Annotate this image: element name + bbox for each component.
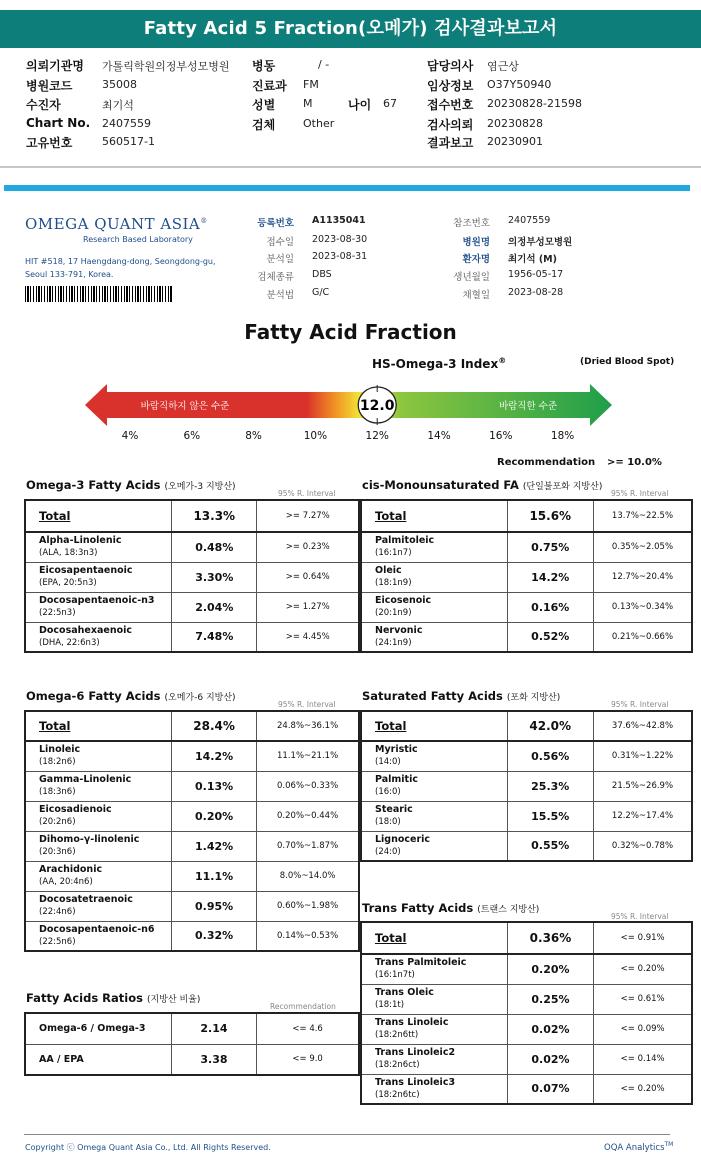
reference-range: >= 0.64% [257, 562, 359, 592]
table-row [361, 532, 692, 562]
header-value: 염근상 [487, 60, 519, 73]
logo-subtitle: Research Based Laboratory [83, 235, 193, 244]
reference-range: <= 0.09% [594, 1014, 692, 1044]
section-title-ratios [26, 991, 200, 1005]
total-row [25, 500, 359, 532]
recommendation-label: Recommendation [497, 457, 596, 468]
section-title-korean: (트랜스 지방산) [477, 905, 540, 915]
row-notation: (16:1n7) [375, 548, 412, 559]
reference-range: 0.32%~0.78% [593, 831, 692, 861]
fatty-acid-name [361, 711, 507, 741]
info-label: 등록번호 [257, 218, 294, 229]
section-title-korean: (단일불포화 지방산) [522, 482, 603, 492]
row-notation: (18:1n9) [375, 578, 412, 588]
info-value: DBS [312, 269, 332, 280]
fatty-acid-name [361, 622, 507, 652]
header-label: 결과보고 [427, 136, 474, 150]
fatty-acid-name [25, 1013, 171, 1044]
result-value: 0.52% [507, 622, 593, 652]
info-label: 환자명 [462, 254, 490, 265]
reference-range: <= 0.61% [594, 984, 692, 1014]
table-row [25, 831, 359, 861]
info-label: 생년월일 [453, 272, 490, 283]
fatty-acid-name [361, 500, 507, 532]
header-label: 담당의사 [427, 59, 474, 73]
row-notation: (20:2n6) [39, 817, 76, 827]
row-notation: (DHA, 22:6n3) [39, 637, 100, 648]
section-title-text: Omega-3 Fatty Acids [26, 478, 161, 492]
reference-range: 12.2%~17.4% [593, 801, 692, 831]
fatty-acid-name [361, 1074, 507, 1104]
fatty-acid-name [361, 831, 507, 861]
row-notation: (18:2n6tt) [375, 1030, 419, 1040]
table-saturated [360, 710, 693, 862]
section-title-text: Omega-6 Fatty Acids [26, 689, 161, 703]
row-notation: (20:1n9) [375, 608, 412, 618]
reference-interval-label: 95% R. Interval [611, 700, 669, 709]
table-row [25, 861, 359, 891]
main-title: Fatty Acid Fraction [244, 320, 457, 344]
header-value: 20230828-21598 [487, 97, 582, 110]
table-row [25, 1044, 359, 1075]
result-value: 0.02% [507, 1044, 594, 1074]
header-value: / - [318, 58, 330, 71]
header-value: 20230828 [487, 117, 543, 130]
section-title-korean: (지방산 비율) [147, 995, 201, 1005]
fatty-acid-name [25, 861, 171, 891]
row-notation: (ALA, 18:3n3) [39, 548, 98, 559]
divider [0, 166, 701, 168]
lab-logo [25, 215, 208, 244]
total-row [361, 500, 692, 532]
fatty-acid-name [25, 562, 172, 592]
header-label-age: 나이 [348, 98, 372, 112]
blue-divider [4, 185, 690, 191]
result-value: 14.2% [507, 562, 593, 592]
table-omega6 [24, 710, 360, 952]
result-value: 0.55% [507, 831, 593, 861]
result-value: 0.07% [507, 1074, 594, 1104]
table-row [361, 771, 692, 801]
header-label: 접수번호 [427, 98, 474, 112]
info-label: 검체종류 [257, 272, 294, 283]
row-notation: (AA, 20:4n6) [39, 877, 93, 887]
result-value: 0.75% [507, 532, 593, 562]
result-value: 0.56% [507, 741, 593, 771]
info-label: 접수일 [266, 237, 294, 248]
table-row [361, 1044, 692, 1074]
header-label: 검체 [252, 118, 276, 132]
section-title-korean: (오메가-6 지방산) [164, 693, 236, 703]
header-value: 2407559 [102, 117, 151, 130]
fatty-acid-name [361, 532, 507, 562]
row-name: Eicosapentaenoic [39, 565, 133, 576]
table-ratios [24, 1012, 360, 1076]
row-notation: (24:1n9) [375, 637, 412, 648]
section-title-trans [362, 901, 539, 915]
table-row [25, 1013, 359, 1044]
row-name: Myristic [375, 744, 418, 756]
header-label: 임상정보 [427, 79, 474, 93]
gauge-tick-label: 10% [303, 430, 328, 442]
result-value: 15.5% [507, 801, 593, 831]
result-value: 13.3% [172, 500, 257, 532]
reference-interval-label: 95% R. Interval [611, 489, 669, 498]
header-label: Chart No. [26, 116, 91, 130]
row-name: Trans Oleic [375, 987, 434, 998]
row-name: Total [39, 508, 71, 523]
reference-interval-label: 95% R. Interval [278, 489, 336, 498]
header-value: 35008 [102, 78, 137, 91]
omega3-index-gauge [85, 382, 615, 428]
row-notation: (14:0) [375, 757, 401, 768]
table-row [25, 622, 359, 652]
reference-range: >= 4.45% [257, 622, 359, 652]
fatty-acid-name [25, 801, 171, 831]
row-notation: (18:2n6tc) [375, 1089, 420, 1100]
row-name: Docosahexaenoic [39, 624, 133, 636]
row-notation: (16:1n7t) [375, 970, 415, 981]
info-label: 분석법 [266, 290, 294, 301]
table-mufa [360, 499, 693, 653]
section-title-omega6 [26, 689, 236, 703]
section-title-text: cis-Monounsaturated FA [362, 478, 519, 492]
logo-text: OMEGA QUANT ASIA® [25, 215, 208, 233]
row-name: Eicosenoic [375, 595, 432, 606]
fatty-acid-name [361, 562, 507, 592]
reference-range: 12.7%~20.4% [593, 562, 692, 592]
table-row [361, 1014, 692, 1044]
info-value: 2407559 [508, 215, 551, 226]
header-value: Other [303, 117, 335, 130]
info-value: 2023-08-30 [312, 234, 368, 245]
total-row [25, 711, 359, 741]
row-name: Eicosadienoic [39, 804, 112, 815]
table-row [361, 741, 692, 771]
total-row [361, 922, 692, 954]
footer-divider [24, 1134, 670, 1135]
reference-range: <= 0.20% [594, 1074, 692, 1104]
footer-brand: OQA Analytics™ [604, 1141, 674, 1153]
result-value: 0.48% [172, 532, 257, 562]
row-name: Arachidonic [39, 864, 103, 875]
report-title: Fatty Acid 5 Fraction(오메가) 검사결과보고서 [0, 10, 701, 48]
reference-interval-label: 95% R. Interval [278, 700, 336, 709]
row-name: Trans Linoleic2 [375, 1047, 456, 1058]
row-name: Oleic [375, 565, 402, 576]
result-value: 0.13% [171, 771, 256, 801]
row-notation: (20:3n6) [39, 847, 76, 857]
header-value: 최기석 [102, 99, 134, 112]
section-title-mufa [362, 478, 602, 492]
row-name: Linoleic [39, 744, 81, 756]
fatty-acid-name [361, 954, 507, 984]
table-row [361, 954, 692, 984]
info-label: 채혈일 [462, 290, 490, 301]
fatty-acid-name [361, 1044, 507, 1074]
header-label: 성별 [252, 98, 276, 112]
row-name: Nervonic [375, 624, 423, 636]
result-value: 42.0% [507, 711, 593, 741]
row-name: Total [375, 508, 407, 523]
row-name: Docosatetraenoic [39, 894, 133, 905]
header-label: 진료과 [252, 79, 287, 93]
fatty-acid-name [25, 771, 171, 801]
result-value: 0.36% [507, 922, 594, 954]
header-value: 560517-1 [102, 135, 155, 148]
row-name: Total [39, 718, 71, 733]
section-title-korean: (오메가-3 지방산) [164, 482, 236, 492]
row-notation: (18:2n6ct) [375, 1060, 420, 1070]
reference-range: <= 0.14% [594, 1044, 692, 1074]
section-title-text: Saturated Fatty Acids [362, 689, 503, 703]
reference-range: >= 7.27% [257, 500, 359, 532]
fatty-acid-name [25, 921, 171, 951]
result-value: 0.95% [171, 891, 256, 921]
section-title-saturated [362, 689, 560, 703]
total-row [361, 711, 692, 741]
reference-range: 0.13%~0.34% [593, 592, 692, 622]
header-label: 검사의뢰 [427, 118, 474, 132]
reference-range: 0.21%~0.66% [593, 622, 692, 652]
table-row [361, 831, 692, 861]
row-name: Omega-6 / Omega-3 [39, 1023, 146, 1035]
row-name: Palmitoleic [375, 535, 435, 547]
fatty-acid-name [25, 831, 171, 861]
barcode [25, 286, 173, 302]
reference-range: 11.1%~21.1% [257, 741, 359, 771]
result-value: 0.02% [507, 1014, 594, 1044]
section-title-text: Trans Fatty Acids [362, 901, 474, 915]
row-name: AA / EPA [39, 1053, 84, 1065]
reference-range: 8.0%~14.0% [257, 861, 359, 891]
row-name: Stearic [375, 804, 413, 815]
fatty-acid-name [361, 741, 507, 771]
table-row [25, 562, 359, 592]
result-value: 2.14 [171, 1013, 257, 1044]
row-name: Total [375, 930, 407, 945]
row-notation: (EPA, 20:5n3) [39, 578, 97, 588]
info-value: A1135041 [312, 215, 366, 226]
section-title-korean: (포화 지방산) [506, 693, 561, 703]
table-row [361, 592, 692, 622]
row-notation: (22:5n3) [39, 608, 76, 618]
header-label: 병원코드 [26, 79, 73, 93]
row-name: Trans Palmitoleic [375, 957, 467, 969]
reference-range: 0.31%~1.22% [593, 741, 692, 771]
info-label: 병원명 [462, 237, 490, 248]
result-value: 0.16% [507, 592, 593, 622]
result-value: 15.6% [507, 500, 593, 532]
row-notation: (18:1t) [375, 1000, 405, 1010]
section-title-omega3 [26, 478, 236, 492]
header-value: FM [303, 78, 319, 91]
table-row [25, 771, 359, 801]
result-value: 0.20% [171, 801, 256, 831]
reference-interval-label: 95% R. Interval [611, 912, 669, 921]
gauge-tick-label: 18% [550, 430, 575, 442]
row-name: Gamma-Linolenic [39, 774, 132, 785]
fatty-acid-name [25, 622, 172, 652]
fatty-acid-name [25, 592, 172, 622]
reference-range: 0.20%~0.44% [257, 801, 359, 831]
specimen-note: (Dried Blood Spot) [580, 357, 675, 367]
gauge-tick-label: 8% [245, 430, 262, 442]
table-row [361, 801, 692, 831]
reference-range: <= 4.6 [257, 1013, 359, 1044]
info-value: 의정부성모병원 [508, 237, 573, 248]
reference-range: <= 9.0 [257, 1044, 359, 1075]
gauge-right-label: 바람직한 수준 [498, 401, 558, 412]
info-value: 최기석 (M) [508, 254, 557, 265]
gauge-tick-label: 12% [365, 430, 389, 442]
header-label: 의뢰기관명 [26, 59, 84, 73]
gauge-tick-label: 16% [489, 430, 513, 442]
reference-range: >= 1.27% [257, 592, 359, 622]
table-row [361, 562, 692, 592]
gauge-left-label: 바람직하지 않은 수준 [140, 401, 230, 412]
reference-range: 0.06%~0.33% [257, 771, 359, 801]
table-row [361, 1074, 692, 1104]
result-value: 2.04% [172, 592, 257, 622]
reference-range: 0.60%~1.98% [257, 891, 359, 921]
table-omega3 [24, 499, 360, 653]
index-title: HS-Omega-3 Index® [372, 356, 507, 371]
fatty-acid-name [25, 711, 171, 741]
row-name: Palmitic [375, 774, 418, 785]
gauge-tick-label: 14% [427, 430, 451, 442]
result-value: 1.42% [171, 831, 256, 861]
row-name: Dihomo-γ-linolenic [39, 834, 140, 845]
info-value: 2023-08-28 [508, 287, 564, 298]
fatty-acid-name [25, 532, 172, 562]
row-notation: (18:2n6) [39, 757, 76, 768]
table-trans [360, 921, 693, 1105]
info-value: 1956-05-17 [508, 269, 564, 280]
info-label: 참조번호 [453, 218, 490, 229]
row-notation: (18:3n6) [39, 787, 76, 797]
result-value: 0.20% [507, 954, 594, 984]
header-value: O37Y50940 [487, 78, 552, 91]
fatty-acid-name [361, 922, 507, 954]
row-notation: (16:0) [375, 787, 401, 797]
header-label: 고유번호 [26, 136, 73, 150]
table-row [25, 921, 359, 951]
header-label: 수진자 [26, 98, 61, 112]
info-value: 2023-08-31 [312, 251, 368, 262]
gauge-value: 12.0 [359, 398, 395, 414]
fatty-acid-name [25, 500, 172, 532]
result-value: 0.25% [507, 984, 594, 1014]
fatty-acid-name [361, 1014, 507, 1044]
fatty-acid-name [361, 771, 507, 801]
table-row [25, 741, 359, 771]
header-value: M [303, 97, 313, 110]
row-name: Trans Linoleic3 [375, 1076, 456, 1088]
reference-range: <= 0.91% [594, 922, 692, 954]
header-value-age: 67 [383, 97, 397, 110]
reference-range: 0.70%~1.87% [257, 831, 359, 861]
reference-range: 13.7%~22.5% [593, 500, 692, 532]
result-value: 25.3% [507, 771, 593, 801]
row-notation: (24:0) [375, 846, 401, 857]
header-value: 가톨릭학원의정부성모병원 [102, 60, 230, 73]
result-value: 14.2% [171, 741, 256, 771]
header-value: 20230901 [487, 135, 543, 148]
header-label: 병동 [252, 59, 276, 73]
fatty-acid-name [361, 592, 507, 622]
gauge-tick-label: 4% [121, 430, 139, 442]
reference-range: >= 0.23% [257, 532, 359, 562]
lab-address: HIT #518, 17 Haengdang-dong, Seongdong-gu, Seoul 133-791, Korea. [25, 257, 216, 279]
reference-range: 21.5%~26.9% [593, 771, 692, 801]
gauge-tick-label: 6% [183, 430, 201, 442]
row-name: Alpha-Linolenic [39, 535, 122, 547]
table-row [25, 592, 359, 622]
row-notation: (22:5n6) [39, 936, 76, 947]
row-name: Docosapentaenoic-n3 [39, 595, 155, 606]
fatty-acid-name [361, 801, 507, 831]
result-value: 28.4% [171, 711, 256, 741]
table-row [25, 532, 359, 562]
row-name: Lignoceric [375, 833, 431, 845]
table-row [25, 891, 359, 921]
row-notation: (18:0) [375, 817, 401, 827]
table-row [361, 984, 692, 1014]
row-notation: (22:4n6) [39, 907, 76, 917]
reference-range: 37.6%~42.8% [593, 711, 692, 741]
row-name: Docosapentaenoic-n6 [39, 923, 155, 935]
reference-range: 24.8%~36.1% [257, 711, 359, 741]
result-value: 3.30% [172, 562, 257, 592]
row-name: Trans Linoleic [375, 1017, 449, 1028]
info-label: 분석일 [266, 254, 294, 265]
result-value: 0.32% [171, 921, 256, 951]
fatty-acid-name [25, 1044, 171, 1075]
fatty-acid-name [25, 891, 171, 921]
section-title-text: Fatty Acids Ratios [26, 991, 143, 1005]
fatty-acid-name [25, 741, 171, 771]
reference-interval-label: Recommendation [270, 1002, 336, 1011]
reference-range: <= 0.20% [594, 954, 692, 984]
recommendation-value: >= 10.0% [607, 457, 662, 468]
copyright: Copyright ⓒ Omega Quant Asia Co., Ltd. All Rights Reserved. [25, 1143, 271, 1152]
gauge-marker [358, 385, 396, 425]
table-row [25, 801, 359, 831]
result-value: 3.38 [171, 1044, 257, 1075]
result-value: 7.48% [172, 622, 257, 652]
result-value: 11.1% [171, 861, 256, 891]
reference-range: 0.35%~2.05% [593, 532, 692, 562]
reference-range: 0.14%~0.53% [257, 921, 359, 951]
fatty-acid-name [361, 984, 507, 1014]
table-row [361, 622, 692, 652]
row-name: Total [375, 718, 407, 733]
info-value: G/C [312, 287, 330, 298]
